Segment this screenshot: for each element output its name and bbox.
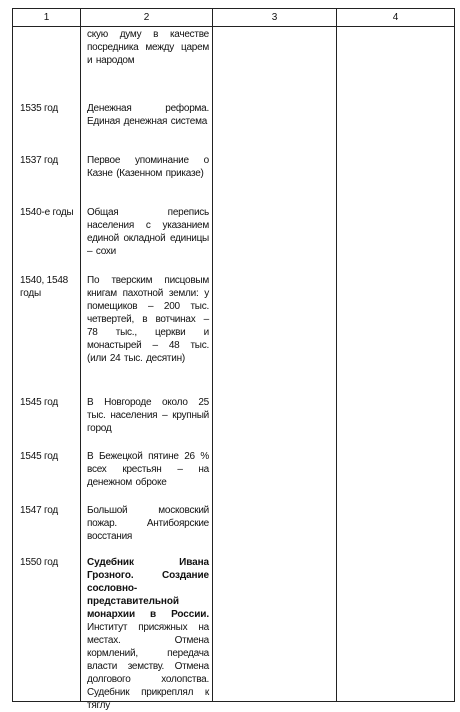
column-3-empty (213, 27, 337, 702)
event-cell: Первое упоминание о Казне (Казенном приказе) (87, 155, 209, 179)
column-4-empty (337, 27, 455, 702)
year-cell: 1540, 1548 годы (20, 275, 69, 299)
year-cell: 1545 год (20, 397, 59, 408)
event-cell: По тверским писцовым книгам пахотной земли: у помещиков – 200 тыс. четвертей, в вотчинах – 78 тыс., церкви и монастырей – 48 тыс. (или 24 тыс. десятин) (87, 275, 209, 364)
year-cell: 1540-е годы (20, 207, 74, 218)
header-row (13, 9, 455, 27)
event-cell (81, 556, 212, 712)
event-cell: скую думу в качестве посредника между царем и народом (87, 29, 209, 66)
event-bold-text: Судебник Ивана Грозного. Создание сословно-представительной монархии в России. (87, 557, 209, 620)
year-cell: 1550 год (20, 557, 59, 568)
year-cell: 1545 год (20, 451, 59, 462)
event-cell: В Новгороде около 25 тыс. населения – крупный город (87, 397, 209, 434)
event-cell: Большой московский пожар. Антибоярские восстания (87, 505, 209, 542)
column-header-4: 4 (337, 9, 455, 27)
chronology-table (12, 8, 455, 711)
event-cell: В Бежецкой пятине 26 % всех крестьян – на денежном оброке (87, 451, 209, 488)
column-header-3: 3 (213, 9, 337, 27)
year-cell: 1547 год (20, 505, 59, 516)
event-text: Институт присяжных на местах. Отмена кормлений, передача власти земству. Отмена долгового холопства. Судебник прикреплял к тяглу (87, 622, 209, 711)
event-cell: Денежная реформа. Единая денежная система (87, 103, 209, 127)
event-column (81, 27, 213, 711)
year-column (13, 27, 81, 702)
event-cell: Общая перепись населения с указанием единой окладной единицы – сохи (87, 207, 209, 257)
year-cell: 1535 год (20, 103, 59, 114)
column-header-2: 2 (81, 9, 213, 27)
table-body-row (13, 27, 455, 702)
column-header-1: 1 (13, 9, 81, 27)
year-cell: 1537 год (20, 155, 59, 166)
